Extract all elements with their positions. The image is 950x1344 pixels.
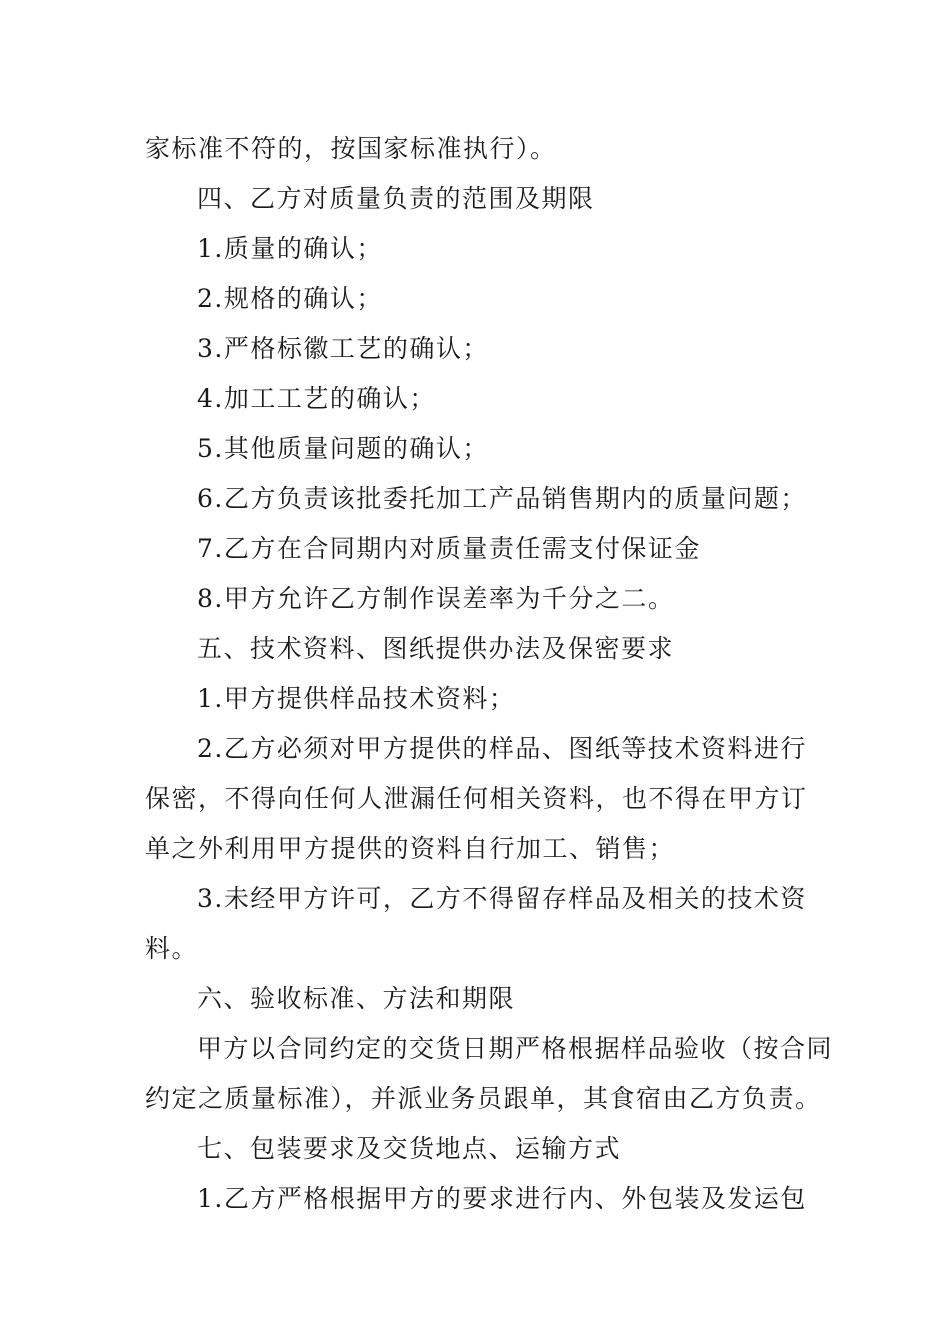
text-line-continuation: 单之外利用甲方提供的资料自行加工、销售； [145, 834, 676, 863]
list-item: 5.其他质量问题的确认； [197, 434, 489, 463]
list-item: 6.乙方负责该批委托加工产品销售期内的质量问题； [197, 484, 807, 513]
list-item: 1.质量的确认； [197, 234, 383, 263]
list-item: 8.甲方允许乙方制作误差率为千分之二。 [197, 584, 675, 613]
list-item: 1.乙方严格根据甲方的要求进行内、外包装及发运包 [197, 1184, 807, 1213]
list-item: 2.规格的确认； [197, 284, 383, 313]
paragraph: 甲方以合同约定的交货日期严格根据样品验收（按合同 [197, 1034, 834, 1063]
text-line-continuation: 保密，不得向任何人泄漏任何相关资料，也不得在甲方订 [145, 784, 808, 813]
list-item: 1.甲方提供样品技术资料； [197, 684, 516, 713]
list-item: 3.严格标徽工艺的确认； [197, 334, 489, 363]
text-line-continuation: 料。 [145, 934, 199, 963]
section-heading-7: 七、包装要求及交货地点、运输方式 [197, 1134, 622, 1163]
section-heading-5: 五、技术资料、图纸提供办法及保密要求 [197, 634, 675, 663]
section-heading-6: 六、验收标准、方法和期限 [197, 984, 516, 1013]
document-body [145, 124, 834, 1224]
list-item: 3.未经甲方许可，乙方不得留存样品及相关的技术资 [197, 884, 807, 913]
text-line-continuation: 家标准不符的，按国家标准执行）。 [145, 134, 557, 163]
list-item: 2.乙方必须对甲方提供的样品、图纸等技术资料进行 [197, 734, 807, 763]
list-item: 7.乙方在合同期内对质量责任需支付保证金 [197, 534, 701, 563]
text-line-continuation: 约定之质量标准），并派业务员跟单，其食宿由乙方负责。 [145, 1084, 822, 1113]
list-item: 4.加工工艺的确认； [197, 384, 436, 413]
section-heading-4: 四、乙方对质量负责的范围及期限 [197, 184, 595, 213]
